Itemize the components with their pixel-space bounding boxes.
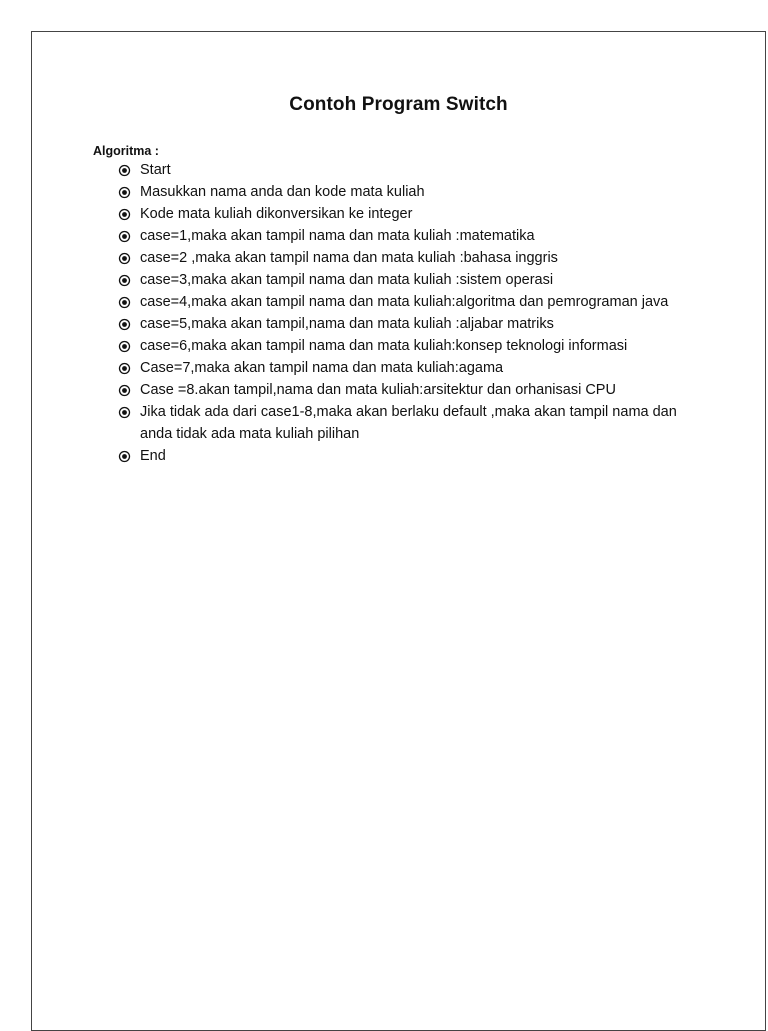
step-text: Jika tidak ada dari case1-8,maka akan berlaku default ,maka akan tampil nama dan anda tidak ada mata kuliah pilihan <box>140 404 677 442</box>
list-item <box>118 181 688 203</box>
radio-bullet-icon <box>118 379 140 401</box>
step-text: End <box>140 448 166 464</box>
radio-bullet-icon <box>118 291 140 313</box>
step-text: Masukkan nama anda dan kode mata kuliah <box>140 184 425 200</box>
radio-bullet-icon <box>118 335 140 357</box>
list-item <box>118 335 688 357</box>
radio-bullet-icon <box>118 401 140 423</box>
step-text: case=4,maka akan tampil nama dan mata kuliah:algoritma dan pemrograman java <box>140 294 669 310</box>
document-page <box>31 31 766 1031</box>
algorithm-steps-list <box>118 159 688 467</box>
list-item <box>118 379 688 401</box>
step-text: Kode mata kuliah dikonversikan ke integer <box>140 206 413 222</box>
list-item <box>118 357 688 379</box>
step-text: Start <box>140 162 171 178</box>
step-text: Case =8.akan tampil,nama dan mata kuliah:arsitektur dan orhanisasi CPU <box>140 382 616 398</box>
radio-bullet-icon <box>118 181 140 203</box>
radio-bullet-icon <box>118 313 140 335</box>
list-item <box>118 203 688 225</box>
step-text: case=2 ,maka akan tampil nama dan mata kuliah :bahasa inggris <box>140 250 558 266</box>
radio-bullet-icon <box>118 159 140 181</box>
radio-bullet-icon <box>118 203 140 225</box>
step-text: case=1,maka akan tampil nama dan mata kuliah :matematika <box>140 228 535 244</box>
radio-bullet-icon <box>118 269 140 291</box>
radio-bullet-icon <box>118 445 140 467</box>
page-title: Contoh Program Switch <box>289 94 508 115</box>
list-item <box>118 159 688 181</box>
step-text: Case=7,maka akan tampil nama dan mata kuliah:agama <box>140 360 504 376</box>
list-item <box>118 225 688 247</box>
step-text: case=3,maka akan tampil nama dan mata kuliah :sistem operasi <box>140 272 554 288</box>
radio-bullet-icon <box>118 247 140 269</box>
algorithm-label: Algoritma : <box>93 144 159 158</box>
list-item <box>118 401 688 445</box>
list-item <box>118 313 688 335</box>
list-item <box>118 445 688 467</box>
step-text: case=5,maka akan tampil,nama dan mata kuliah :aljabar matriks <box>140 316 554 332</box>
radio-bullet-icon <box>118 225 140 247</box>
list-item <box>118 247 688 269</box>
list-item <box>118 269 688 291</box>
list-item <box>118 291 688 313</box>
step-text: case=6,maka akan tampil nama dan mata kuliah:konsep teknologi informasi <box>140 338 628 354</box>
radio-bullet-icon <box>118 357 140 379</box>
